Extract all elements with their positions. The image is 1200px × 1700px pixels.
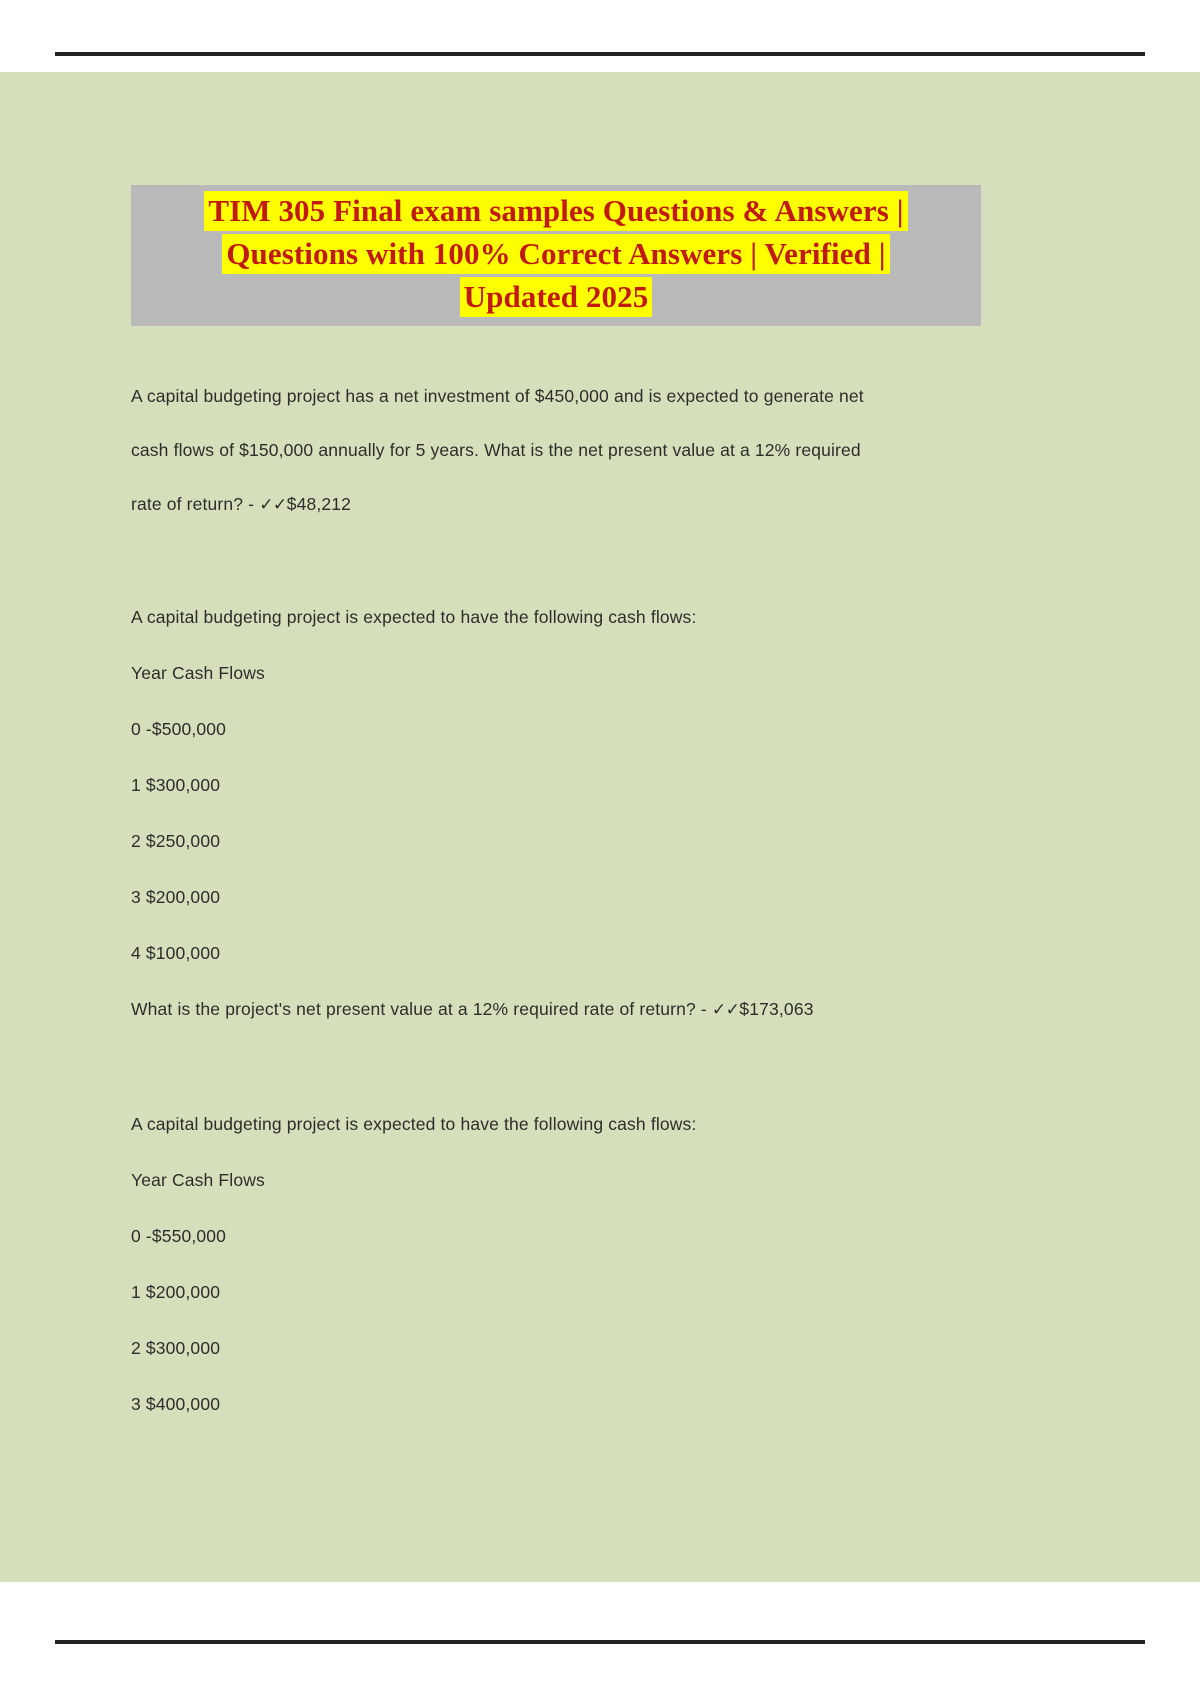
q2-row-0: 0 -$500,000 — [131, 719, 227, 739]
q2-row-4: 4 $100,000 — [131, 943, 221, 963]
title-line-1-text: TIM 305 Final exam samples Questions & Answers | — [204, 191, 907, 231]
q2-question-text: What is the project's net present value at a 12% required rate of return? - — [131, 999, 712, 1019]
q1-answer-value: $48,212 — [286, 494, 351, 514]
page-top-margin — [0, 0, 1200, 72]
q2-row-2: 2 $250,000 — [131, 831, 221, 851]
q1-checkmarks-icon: ✓✓ — [259, 495, 287, 515]
document-sheet — [0, 72, 1200, 1582]
document-body — [131, 378, 1011, 1422]
section-gap-1 — [131, 541, 1011, 599]
page-bottom-margin — [0, 1582, 1200, 1700]
q1-line-3: rate of return? - — [131, 494, 260, 514]
q3-row-1: 1 $200,000 — [131, 1282, 221, 1302]
q1-answer-line — [131, 486, 1011, 523]
document-content — [131, 72, 1061, 1442]
top-horizontal-rule — [55, 52, 1145, 56]
title-line-3 — [131, 275, 981, 318]
q3-row-2: 2 $300,000 — [131, 1338, 221, 1358]
section-gap-2 — [131, 1048, 1011, 1106]
q2-row-3: 3 $200,000 — [131, 887, 221, 907]
title-line-1 — [131, 189, 981, 232]
question-block-2 — [131, 599, 1011, 1028]
q1-line-1: A capital budgeting project has a net investment of $450,000 and is expected to generate net — [131, 386, 864, 406]
q2-answer-value: $173,063 — [739, 999, 814, 1019]
question-block-1 — [131, 378, 1011, 523]
q1-line-2: cash flows of $150,000 annually for 5 years. What is the net present value at a 12% required — [131, 440, 861, 460]
q2-row-1: 1 $300,000 — [131, 775, 221, 795]
q2-table-header: Year Cash Flows — [131, 663, 265, 683]
title-line-3-text: Updated 2025 — [460, 277, 653, 317]
q2-checkmarks-icon: ✓✓ — [711, 1000, 740, 1020]
q3-table-header: Year Cash Flows — [131, 1170, 265, 1190]
document-title — [131, 185, 981, 326]
title-line-2 — [131, 232, 981, 275]
q3-row-0: 0 -$550,000 — [131, 1226, 227, 1246]
bottom-horizontal-rule — [55, 1640, 1145, 1644]
q2-answer-line — [131, 991, 1011, 1028]
question-block-3 — [131, 1106, 1011, 1422]
q2-intro: A capital budgeting project is expected to have the following cash flows: — [131, 607, 697, 627]
title-line-2-text: Questions with 100% Correct Answers | Verified | — [222, 234, 889, 274]
q3-row-3: 3 $400,000 — [131, 1394, 221, 1414]
q3-intro: A capital budgeting project is expected to have the following cash flows: — [131, 1114, 697, 1134]
